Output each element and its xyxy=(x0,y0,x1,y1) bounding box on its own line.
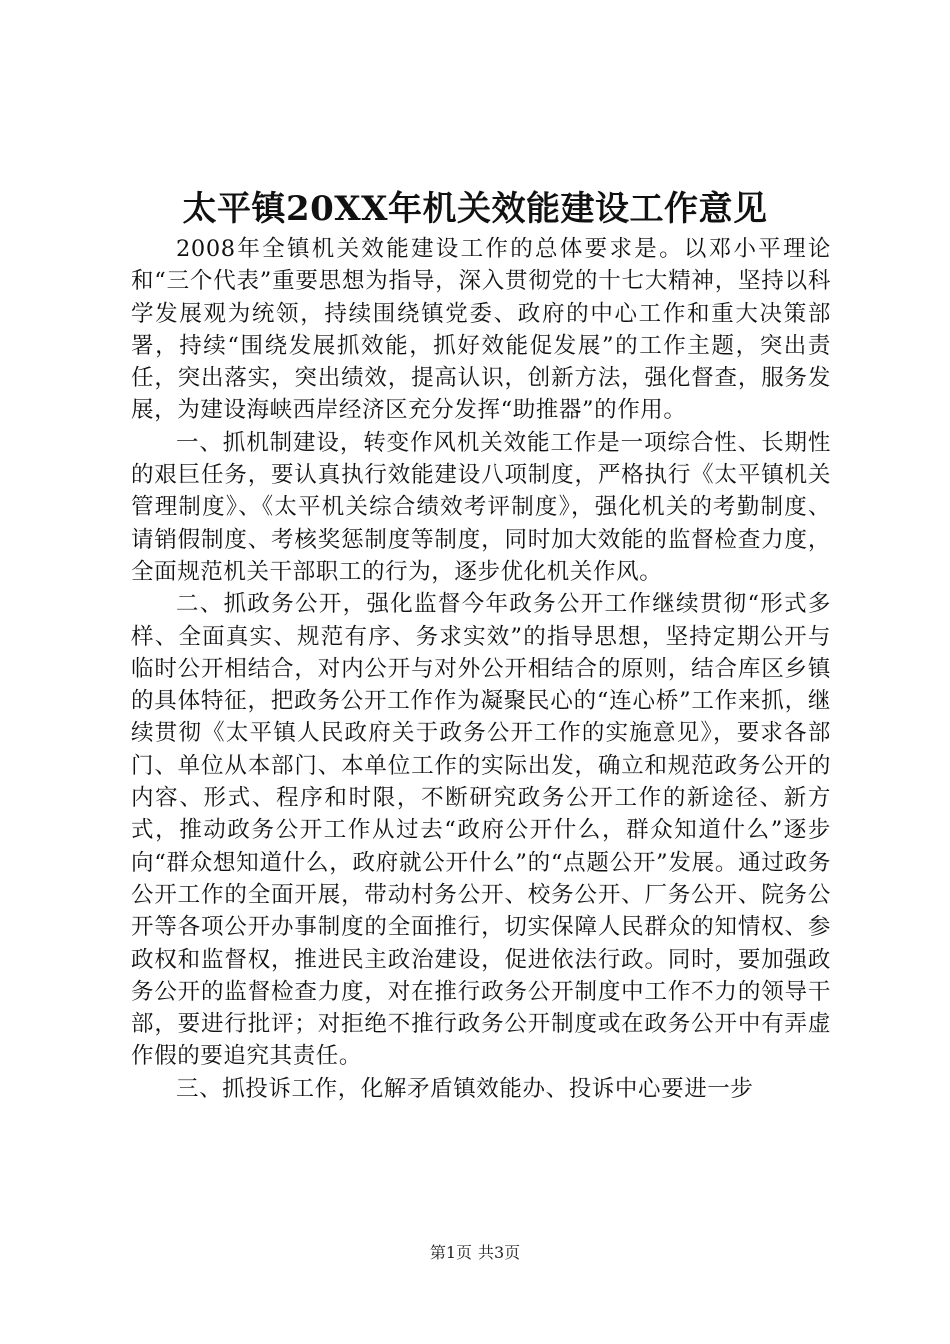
page-footer xyxy=(0,1242,950,1264)
document-body xyxy=(131,233,831,1105)
paragraph-section-3: 三、抓投诉工作，化解矛盾镇效能办、投诉中心要进一步 xyxy=(176,1075,754,1102)
paragraph-section-2: 二、抓政务公开，强化监督今年政务公开工作继续贯彻“形式多样、全面真实、规范有序、务求实效”的指导思想，坚持定期公开与临时公开相结合，对内公开与对外公开相结合的原则，结合库区乡镇的具体特征，把政务公开工作作为凝聚民心的“连心桥”工作来抓，继续贯彻《太平镇人民政府关于政务公开工作的实施意见》，要求各部门、单位从本部门、本单位工作的实际出发，确立和规范政务公开的内容、形式、程序和时限，不断研究政务公开工作的新途径、新方式，推动政务公开工作从过去“政府公开什么，群众知道什么”逐步向“群众想知道什么，政府就公开什么”的“点题公开”发展。通过政务公开工作的全面开展，带动村务公开、校务公开、厂务公开、院务公开等各项公开办事制度的全面推行，切实保障人民群众的知情权、参政权和监督权，推进民主政治建设，促进依法行政。同时，要加强政务公开的监督检查力度，对在推行政务公开制度中工作不力的领导干部，要进行批评；对拒绝不推行政务公开制度或在政务公开中有弄虚作假的要追究其责任。 xyxy=(131,591,831,1070)
page-number-total: 共3页 xyxy=(478,1243,521,1262)
document-title: 太平镇20XX年机关效能建设工作意见 xyxy=(182,189,768,229)
paragraph-section-1: 一、抓机制建设，转变作风机关效能工作是一项综合性、长期性的艰巨任务，要认真执行效能建设八项制度，严格执行《太平镇机关管理制度》、《太平机关综合绩效考评制度》，强化机关的考勤制度、请销假制度、考核奖惩制度等制度，同时加大效能的监督检查力度，全面规范机关干部职工的行为，逐步优化机关作风。 xyxy=(131,429,831,585)
page-number-current: 第1页 xyxy=(429,1243,472,1262)
paragraph-overview: 2008年全镇机关效能建设工作的总体要求是。以邓小平理论和“三个代表”重要思想为指导，深入贯彻党的十七大精神，坚持以科学发展观为统领，持续围绕镇党委、政府的中心工作和重大决策部署，持续“围绕发展抓效能，抓好效能促发展”的工作主题，突出责任，突出落实，突出绩效，提高认识，创新方法，强化督查，服务发展，为建设海峡西岸经济区充分发挥“助推器”的作用。 xyxy=(131,236,831,424)
